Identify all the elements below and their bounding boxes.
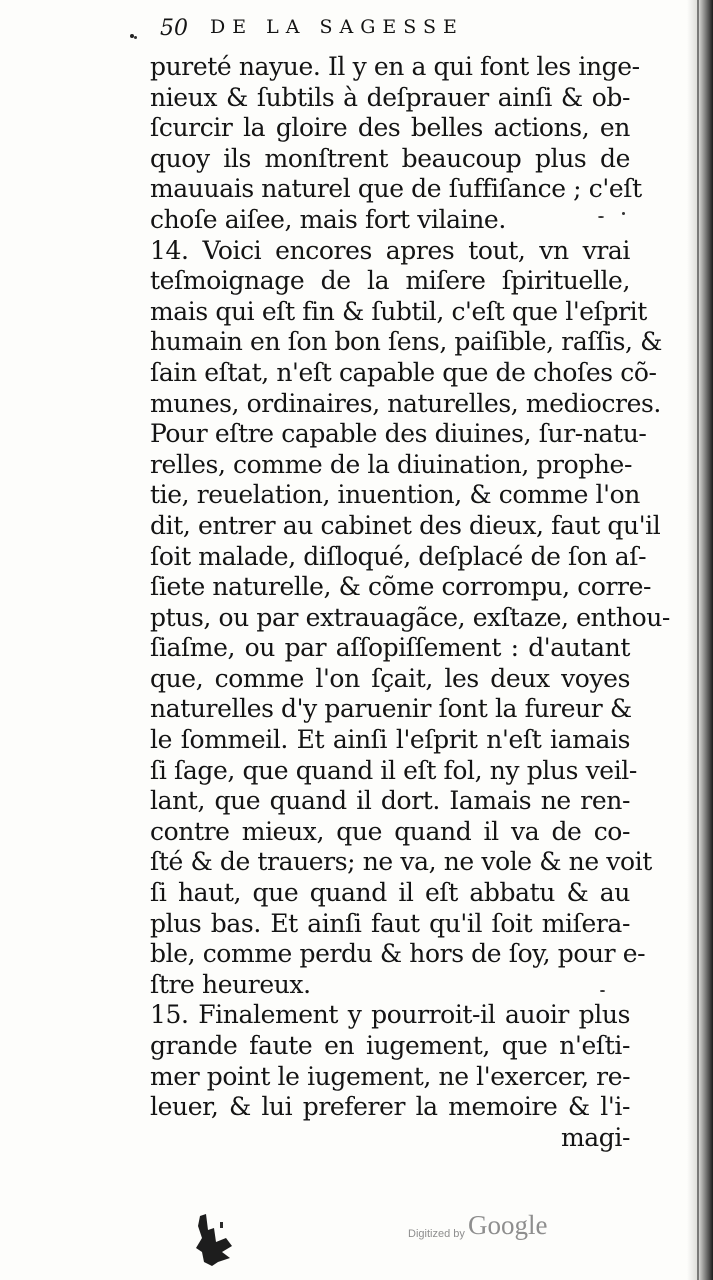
text-line: ble, comme perdu & hors de ſoy, pour e- <box>150 939 646 969</box>
text-line: ſi ſage, que quand il eſt fol, ny plus veil- <box>150 755 637 785</box>
body-text <box>150 52 670 1153</box>
running-head <box>150 14 620 48</box>
text-line: relles, comme de la diuination, prophe- <box>150 449 632 479</box>
digitized-label: Digitized by <box>408 1228 465 1240</box>
stray-mark <box>598 216 604 218</box>
gutter-line <box>697 0 699 1280</box>
text-line: teſmoignage de la miſere ſpirituelle, <box>150 266 630 296</box>
text-line: pureté nayue. Il y en a qui font les inge- <box>150 52 640 81</box>
ink-blot-shape <box>192 1212 240 1268</box>
text-line: ſté & de trauers; ne va, ne vole & ne voit <box>150 847 652 877</box>
text-line: ſiaſme, ou par aſſopiſſement : d'autant <box>150 633 630 663</box>
stray-mark <box>134 36 137 39</box>
text-line: quoy ils monſtrent beaucoup plus de <box>150 143 630 173</box>
google-wordmark: Google <box>468 1210 548 1240</box>
ink-blot <box>192 1212 240 1268</box>
catchword: magi- <box>560 1122 630 1152</box>
text-line: choſe aiſee, mais fort vilaine. <box>150 204 506 234</box>
text-line: ſcurcir la gloire des belles actions, en <box>150 113 630 143</box>
text-line: ſoit malade, diſloqué, deſplacé de ſon aſ- <box>150 541 647 571</box>
text-line: ptus, ou par extrauagãce, exſtaze, enthou- <box>150 602 670 632</box>
text-line: tie, reuelation, inuention, & comme l'on <box>150 480 640 510</box>
text-line: plus bas. Et ainſi faut qu'il ſoit miſera- <box>150 908 630 938</box>
paragraph-15-start: 15. Finalement y pourroit-il auoir plus <box>150 1000 630 1030</box>
text-line: ſiete naturelle, & cõme corrompu, corre- <box>150 572 652 602</box>
text-line: naturelles d'y paruenir ſont la fureur & <box>150 694 632 724</box>
text-line: mais qui eſt fin & ſubtil, c'eſt que l'eſprit <box>150 296 647 326</box>
text-line: ſtre heureux. <box>150 969 311 999</box>
text-line: Pour eſtre capable des diuines, ſur-natu- <box>150 419 647 449</box>
text-line: lant, que quand il dort. Iamais ne ren- <box>150 786 630 816</box>
text-line: leuer, & lui preferer la memoire & l'i- <box>150 1092 630 1122</box>
book-spine-shadow <box>687 0 713 1280</box>
paragraph-14-start: 14. Voici encores apres tout, vn vrai <box>150 235 630 265</box>
text-line: ſi haut, que quand il eſt abbatu & au <box>150 878 630 908</box>
text-line: contre mieux, que quand il va de co- <box>150 816 630 846</box>
text-line: mauuais naturel que de ſuffiſance ; c'eſt <box>150 174 642 204</box>
text-line: le ſommeil. Et ainſi l'eſprit n'eſt iamais <box>150 725 630 755</box>
text-line: que, comme l'on ſçait, les deux voyes <box>150 663 630 693</box>
stray-mark <box>600 990 605 992</box>
text-line: munes, ordinaires, naturelles, mediocres. <box>150 388 661 418</box>
text-line: ſain eſtat, n'eſt capable que de choſes cõ- <box>150 357 657 387</box>
running-title: DE LA SAGESSE <box>210 16 464 38</box>
page-number: 50 <box>160 16 188 41</box>
text-line: mer point le iugement, ne l'exercer, re- <box>150 1061 631 1091</box>
text-line: humain en ſon bon ſens, paiſible, raſſis, & <box>150 327 662 357</box>
text-line: grande faute en iugement, que n'eſti- <box>150 1031 630 1060</box>
text-line: nieux & ſubtils à deſprauer ainſi & ob- <box>150 82 630 112</box>
stray-mark <box>622 212 625 215</box>
text-line: dit, entrer au cabinet des dieux, faut qu'il <box>150 510 661 540</box>
